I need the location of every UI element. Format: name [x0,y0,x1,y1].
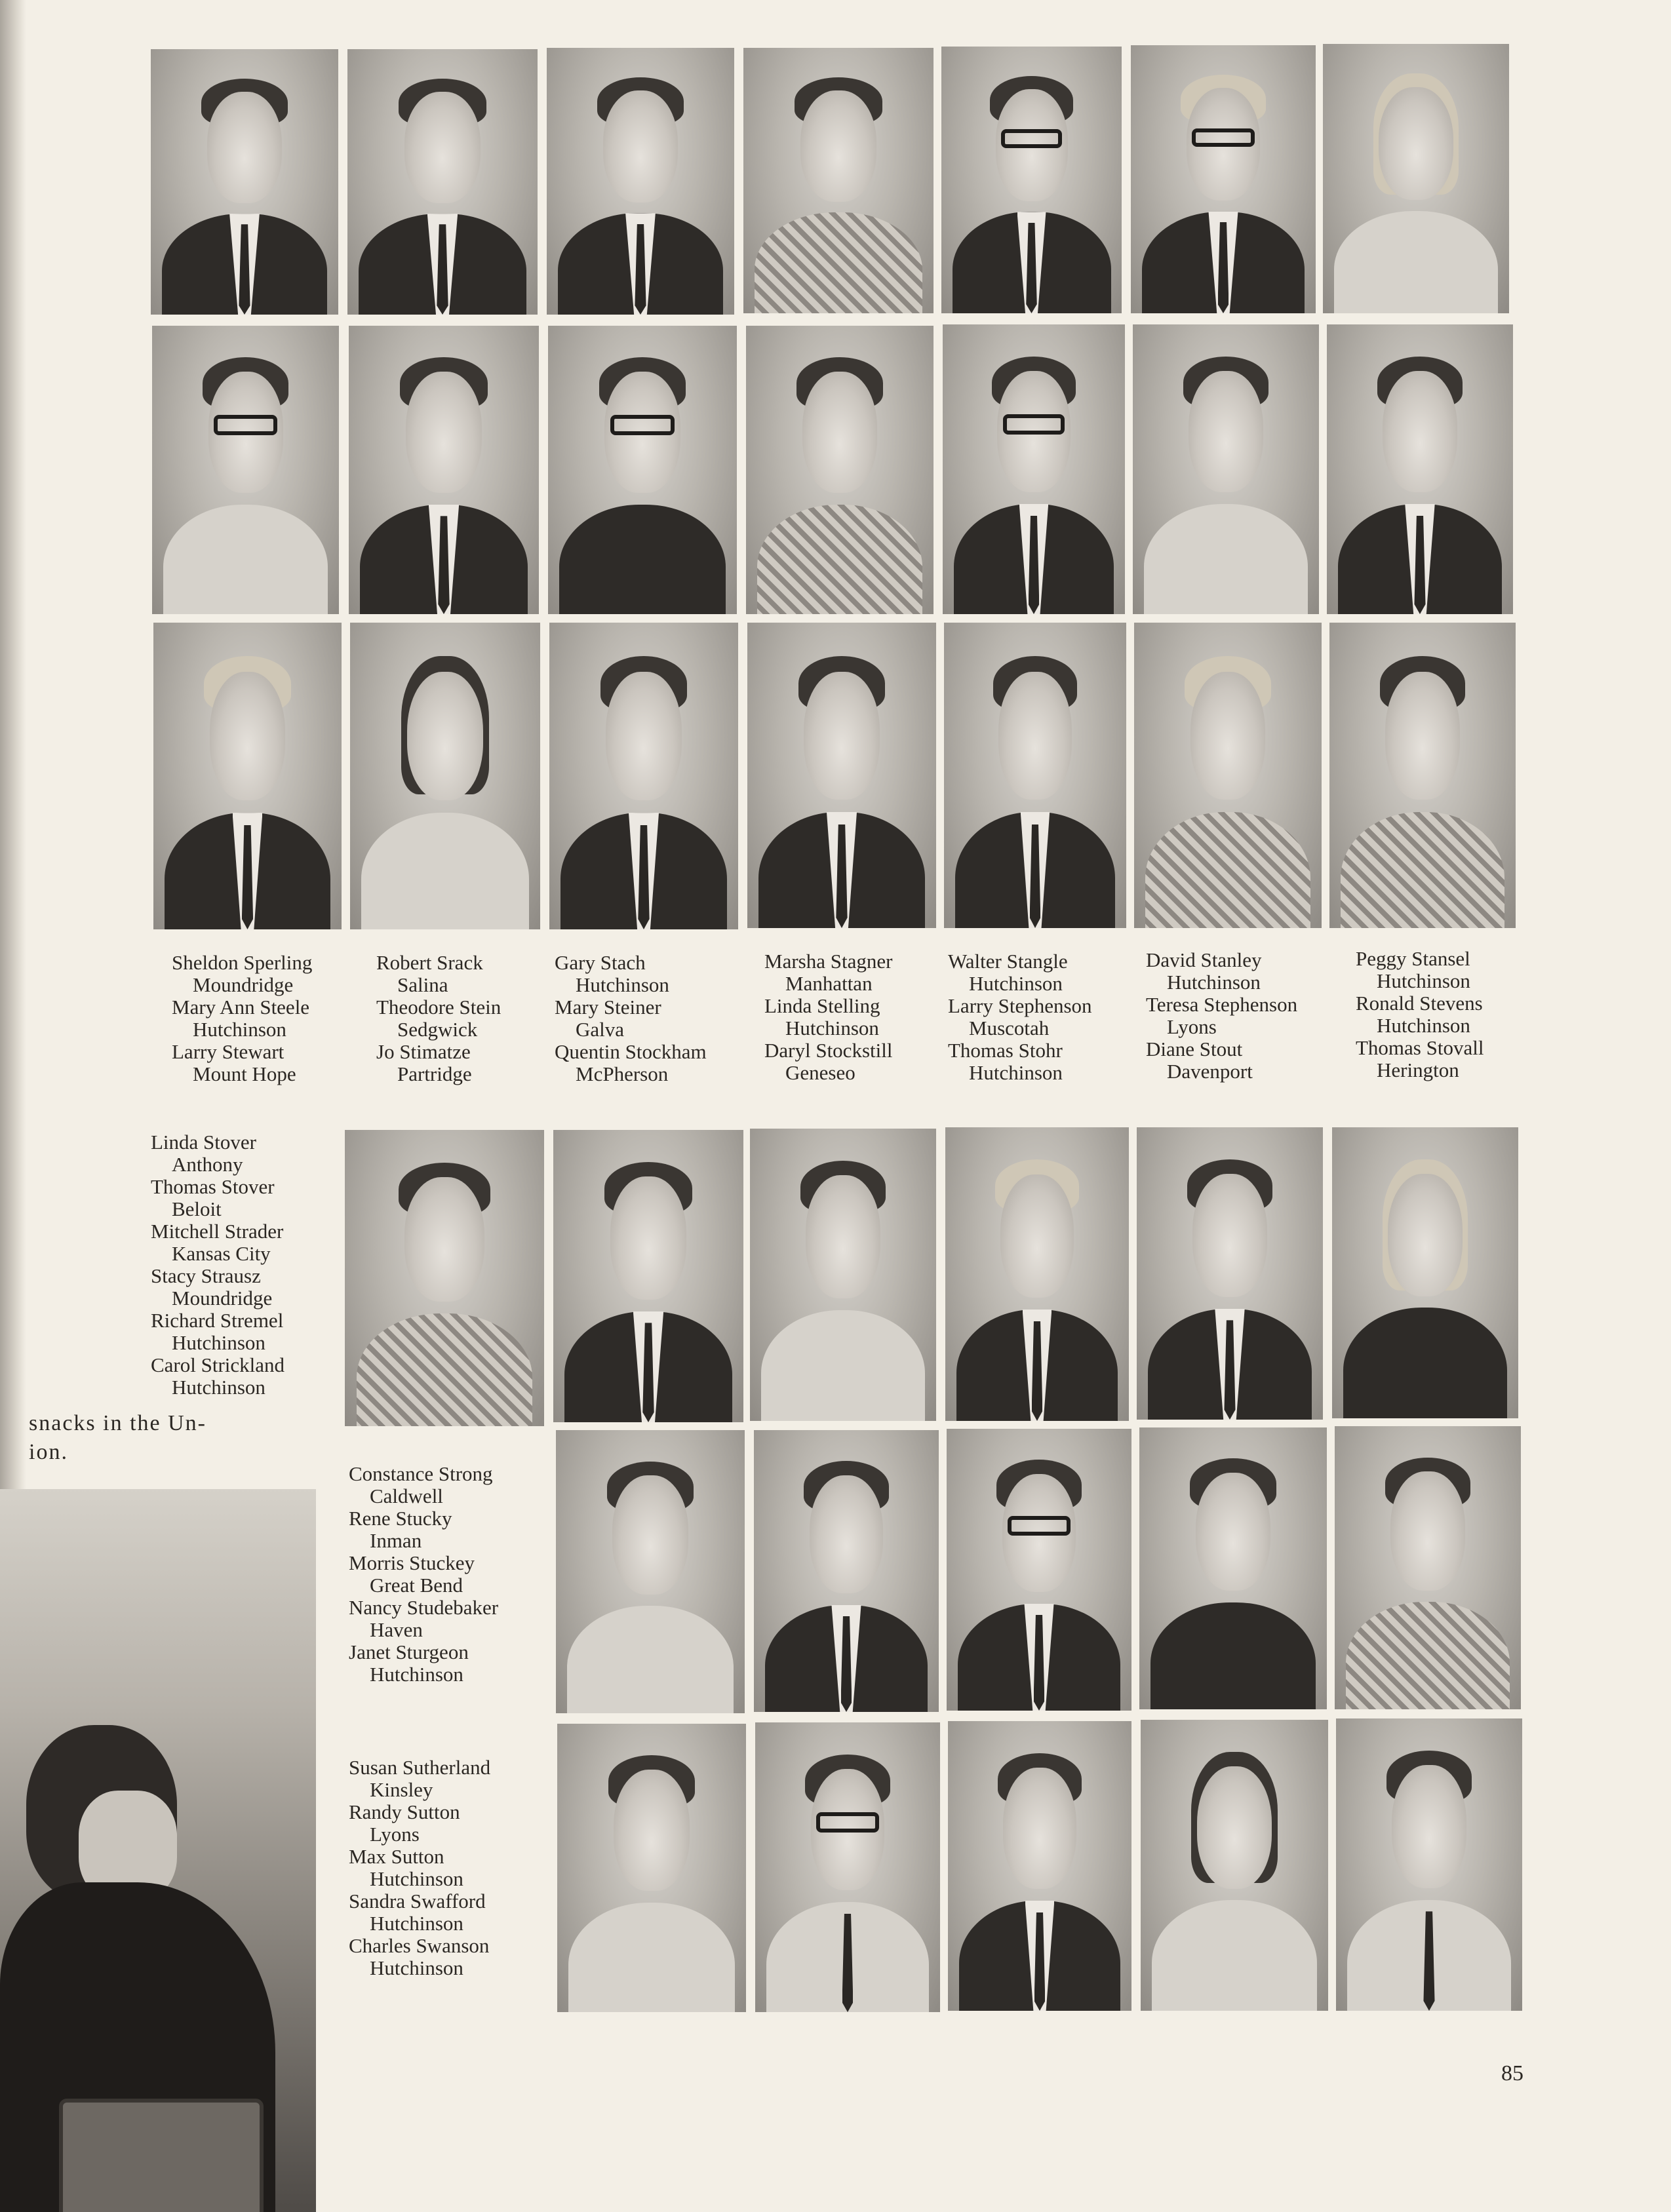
student-hometown: Hutchinson [1377,969,1470,992]
portrait-quentin-stockham [549,623,738,929]
student-name: Teresa Stephenson [1146,993,1298,1016]
student-name: Charles Swanson [349,1934,490,1957]
student-name: David Stanley [1146,948,1262,971]
student-hometown: Lyons [1167,1015,1217,1038]
portrait-theodore-stein [349,326,539,614]
student-hometown: Hutchinson [1167,971,1261,994]
student-name: Stacy Strausz [151,1264,261,1287]
student-hometown: Salina [397,973,448,996]
student-name: Peggy Stansel [1356,947,1470,970]
student-hometown: Hutchinson [370,1956,463,1979]
portrait-mary-steiner [548,326,737,614]
portrait-rene-stucky [754,1430,939,1712]
portrait-thomas-stohr [944,623,1126,928]
portrait-diane-stout [1134,623,1322,928]
side-caption-block-3 [349,1756,490,1979]
student-name: Quentin Stockham [555,1040,707,1063]
caption-column-4 [764,950,892,1084]
student-name: Rene Stucky [349,1507,452,1530]
candid-caption-line-1: snacks in the Un- [29,1411,207,1435]
portrait-charles-swanson [1336,1718,1522,2011]
student-hometown: Partridge [397,1062,472,1085]
student-hometown: Galva [576,1018,625,1041]
student-name: Thomas Stohr [948,1039,1063,1062]
student-hometown: McPherson [576,1062,669,1085]
portrait-thomas-stover [553,1130,743,1422]
caption-column-7 [1356,948,1484,1081]
portrait-morris-stuckey [947,1429,1131,1711]
portrait-gary-stach [547,48,734,315]
portrait-nancy-studebaker [1139,1427,1327,1709]
student-name: Jo Stimatze [376,1040,471,1063]
portrait-peggy-stansel [1323,44,1509,313]
portrait-larry-stephenson [943,324,1125,614]
portrait-constance-strong [556,1430,745,1713]
student-name: Daryl Stockstill [764,1039,893,1062]
student-name: Gary Stach [555,951,646,974]
student-hometown: Davenport [1167,1060,1253,1083]
portrait-david-stanley [1131,45,1316,313]
student-hometown: Hutchinson [370,1663,463,1686]
student-hometown: Mount Hope [193,1062,296,1085]
portrait-richard-stremel [1137,1127,1323,1420]
portrait-sheldon-sperling [151,49,338,315]
student-name: Thomas Stovall [1356,1036,1484,1059]
student-hometown: Kansas City [172,1242,271,1265]
student-hometown: Hutchinson [172,1376,265,1399]
student-hometown: Moundridge [193,973,294,996]
portrait-walter-stangle [941,47,1122,313]
student-name: Max Sutton [349,1845,444,1868]
student-name: Thomas Stover [151,1175,275,1198]
student-name: Larry Stewart [172,1040,285,1063]
portrait-teresa-stephenson [1133,324,1319,614]
caption-column-3 [555,952,707,1085]
student-name: Linda Stover [151,1131,256,1154]
portrait-marsha-stagner [743,48,934,313]
student-hometown: Hutchinson [193,1018,286,1041]
student-name: Morris Stuckey [349,1551,475,1574]
student-hometown: Muscotah [969,1017,1050,1039]
portrait-janet-sturgeon [1335,1426,1521,1709]
student-name: Sheldon Sperling [172,951,313,974]
portrait-jo-stimatze [350,623,540,929]
student-name: Mary Ann Steele [172,996,310,1019]
student-name: Janet Sturgeon [349,1640,469,1663]
student-hometown: Beloit [172,1197,222,1220]
student-hometown: Sedgwick [397,1018,478,1041]
portrait-sandra-swafford [1141,1720,1328,2011]
student-name: Marsha Stagner [764,950,893,973]
candid-caption-line-2: ion. [29,1440,68,1464]
side-caption-block-1 [151,1131,285,1399]
student-hometown: Hutchinson [1377,1014,1470,1037]
candid-caption [29,1409,206,1467]
student-hometown: Hutchinson [969,972,1063,995]
student-hometown: Haven [370,1618,423,1641]
student-hometown: Hutchinson [969,1061,1063,1084]
student-name: Walter Stangle [948,950,1068,973]
student-hometown: Hutchinson [172,1331,265,1354]
student-hometown: Hutchinson [576,973,669,996]
portrait-thomas-stovall [1329,623,1516,928]
student-hometown: Anthony [172,1153,243,1176]
student-name: Constance Strong [349,1462,493,1485]
student-name: Mitchell Strader [151,1220,284,1243]
student-hometown: Manhattan [785,972,873,995]
caption-column-1 [172,952,312,1085]
student-name: Larry Stephenson [948,994,1092,1017]
student-hometown: Hutchinson [370,1912,463,1935]
student-hometown: Hutchinson [785,1017,879,1039]
student-name: Randy Sutton [349,1800,460,1823]
student-name: Robert Srack [376,951,483,974]
portrait-larry-stewart [153,623,342,929]
portrait-stacy-strausz [945,1127,1129,1421]
page-number: 85 [1501,2061,1524,2086]
student-name: Sandra Swafford [349,1890,486,1912]
portrait-linda-stelling [746,326,934,614]
portrait-susan-sutherland [557,1724,746,2012]
student-hometown: Inman [370,1529,422,1552]
student-hometown: Geneseo [785,1061,855,1084]
student-hometown: Moundridge [172,1287,273,1310]
portrait-mary-ann-steele [152,326,339,614]
student-name: Ronald Stevens [1356,992,1483,1015]
student-name: Linda Stelling [764,994,880,1017]
student-hometown: Lyons [370,1823,420,1846]
candid-photo [0,1489,316,2212]
portrait-carol-strickland [1332,1127,1518,1418]
side-caption-block-2 [349,1463,498,1686]
portrait-robert-srack [347,49,538,315]
portrait-daryl-stockstill [747,623,936,928]
portrait-linda-stover [345,1130,544,1426]
student-name: Theodore Stein [376,996,501,1019]
student-hometown: Hutchinson [370,1867,463,1890]
portrait-max-sutton [948,1721,1131,2011]
caption-column-5 [948,950,1092,1084]
portrait-mitchell-strader [750,1129,936,1421]
student-hometown: Herington [1377,1058,1459,1081]
caption-column-2 [376,952,501,1085]
student-hometown: Great Bend [370,1574,463,1597]
student-name: Mary Steiner [555,996,661,1019]
student-hometown: Kinsley [370,1778,433,1801]
student-name: Susan Sutherland [349,1756,491,1779]
student-hometown: Caldwell [370,1484,443,1507]
portrait-ronald-stevens [1327,324,1513,614]
caption-column-6 [1146,949,1297,1083]
student-name: Diane Stout [1146,1038,1243,1060]
portrait-randy-sutton [755,1722,940,2012]
student-name: Richard Stremel [151,1309,284,1332]
student-name: Nancy Studebaker [349,1596,499,1619]
student-name: Carol Strickland [151,1353,285,1376]
